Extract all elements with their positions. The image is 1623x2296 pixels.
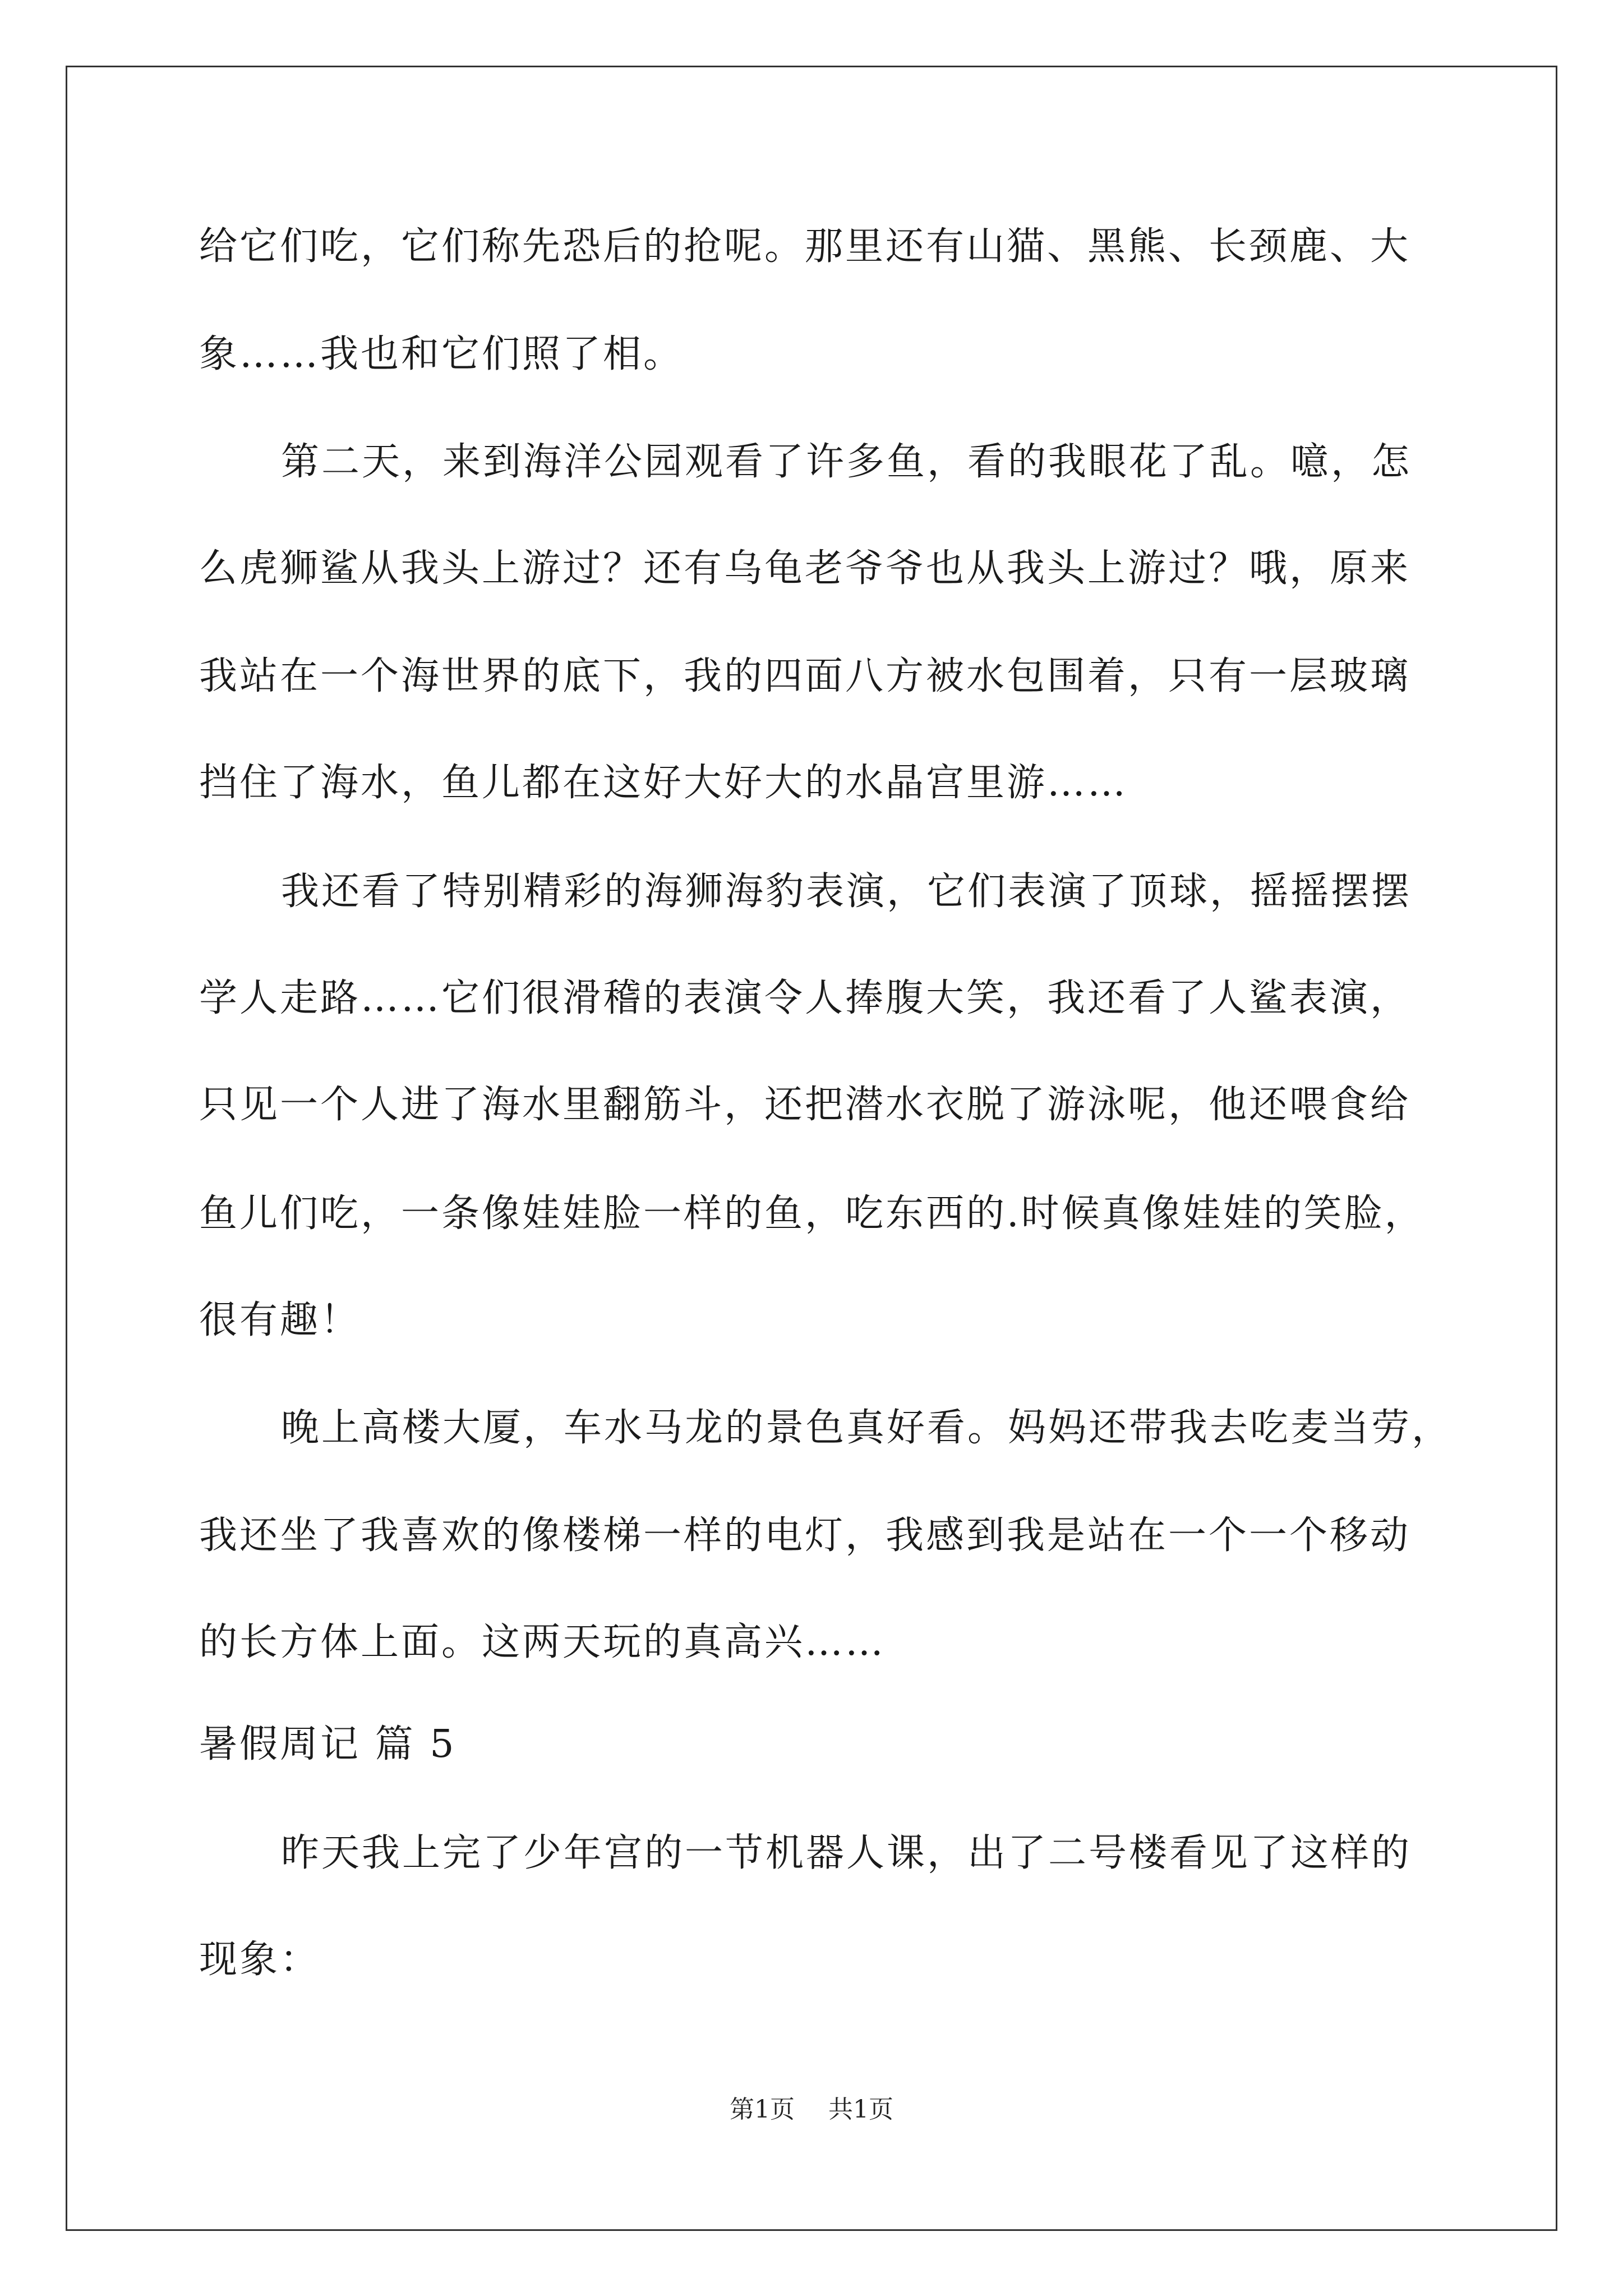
paragraph-line: 我还看了特别精彩的海狮海豹表演，它们表演了顶球，摇摇摆摆	[281, 869, 1412, 914]
paragraph-line: 给它们吃，它们称先恐后的抢呢。那里还有山猫、黑熊、长颈鹿、大	[199, 224, 1411, 269]
paragraph-line: 晚上高楼大厦，车水马龙的景色真好看。妈妈还带我去吃麦当劳，	[281, 1406, 1453, 1450]
paragraph-line: 鱼儿们吃，一条像娃娃脸一样的鱼，吃东西的.时候真像娃娃的笑脸，	[199, 1191, 1425, 1236]
paragraph-line: 的长方体上面。这两天玩的真高兴……	[199, 1620, 886, 1664]
paragraph-line: 只见一个人进了海水里翻筋斗，还把潜水衣脱了游泳呢，他还喂食给	[199, 1083, 1411, 1127]
paragraph-line: 么虎狮鲨从我头上游过？还有乌龟老爷爷也从我头上游过？哦，原来	[199, 546, 1411, 591]
paragraph-line: 很有趣！	[199, 1298, 361, 1342]
paragraph-line: 象……我也和它们照了相。	[199, 332, 684, 376]
page-total: 共1页	[828, 2095, 893, 2124]
paragraph-line: 学人走路……它们很滑稽的表演令人捧腹大笑，我还看了人鲨表演，	[199, 976, 1411, 1020]
page-number: 第1页	[730, 2095, 795, 2124]
paragraph-line: 第二天，来到海洋公园观看了许多鱼，看的我眼花了乱。噫，怎	[281, 440, 1412, 484]
page-border	[66, 66, 1557, 2231]
section-heading: 暑假周记 篇 5	[199, 1722, 457, 1766]
paragraph-line: 昨天我上完了少年宫的一节机器人课，出了二号楼看见了这样的	[281, 1831, 1412, 1875]
paragraph-line: 我站在一个海世界的底下，我的四面八方被水包围着，只有一层玻璃	[199, 654, 1411, 698]
paragraph-line: 我还坐了我喜欢的像楼梯一样的电灯，我感到我是站在一个一个移动	[199, 1513, 1411, 1558]
paragraph-line: 现象：	[199, 1938, 321, 1982]
paragraph-line: 挡住了海水，鱼儿都在这好大好大的水晶宫里游……	[199, 761, 1128, 805]
page-footer	[0, 2096, 1623, 2124]
